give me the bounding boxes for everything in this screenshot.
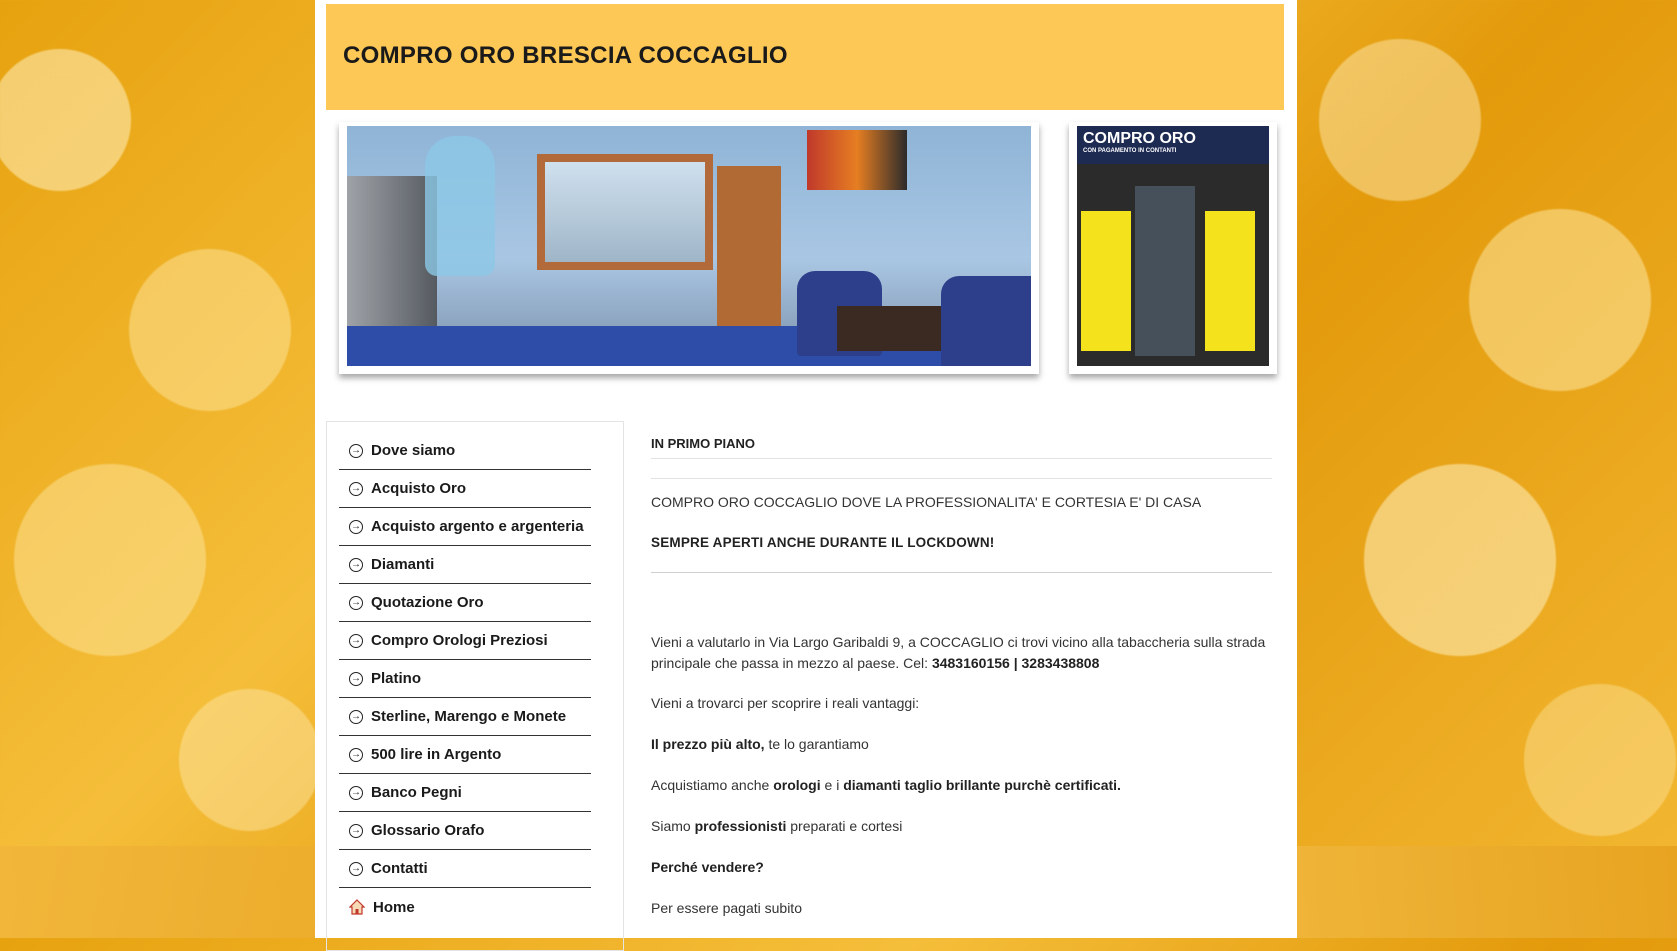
nav-item-label: Dove siamo (371, 442, 456, 459)
acq-bold-diamanti: diamanti taglio brillante purchè certificati. (843, 777, 1121, 793)
banner-office-photo (339, 122, 1039, 374)
price-rest: te lo garantiamo (764, 736, 869, 752)
section-heading: IN PRIMO PIANO (651, 436, 756, 451)
divider (651, 478, 1272, 479)
nav-item-label: Platino (371, 670, 422, 687)
arrow-circle-icon: → (351, 482, 361, 494)
nav-item-banco-pegni[interactable] (339, 774, 591, 812)
nav-item-home[interactable] (339, 888, 591, 926)
arrow-circle-icon: → (351, 862, 361, 874)
nav-item-label: Acquisto Oro (371, 480, 467, 497)
nav-item-label: 500 lire in Argento (371, 746, 502, 763)
price-paragraph (651, 734, 1272, 755)
divider (651, 458, 1272, 459)
nav-item-label: Banco Pegni (371, 784, 462, 801)
page-container (315, 0, 1297, 938)
nav-item-compro-orologi[interactable] (339, 622, 591, 660)
address-paragraph (651, 632, 1272, 674)
nav-item-quotazione-oro[interactable] (339, 584, 591, 622)
arrow-circle-icon: → (351, 748, 361, 760)
arrow-circle-icon: → (351, 558, 361, 570)
nav-item-label: Compro Orologi Preziosi (371, 632, 548, 649)
nav-item-acquisto-argento[interactable] (339, 508, 591, 546)
coffee-table (837, 306, 947, 351)
sidebar-nav (326, 421, 624, 951)
why-sell-heading: Perché vendere? (651, 859, 764, 875)
office-window (537, 154, 713, 270)
nav-item-dove-siamo[interactable] (339, 432, 591, 470)
nav-item-contatti[interactable] (339, 850, 591, 888)
acq-text-1: Acquistiamo anche (651, 777, 774, 793)
arrow-circle-icon: → (351, 824, 361, 836)
phone-separator: | (1009, 655, 1022, 671)
price-bold: Il prezzo più alto, (651, 736, 765, 752)
vantaggi-text: Vieni a trovarci per scoprire i reali vantaggi: (651, 695, 920, 711)
nav-item-label: Quotazione Oro (371, 594, 484, 611)
phone-number-1: 3483160156 (931, 655, 1010, 671)
shop-sign (1077, 126, 1269, 164)
site-title: COMPRO ORO BRESCIA COCCAGLIO (343, 42, 788, 69)
professionisti-paragraph (651, 816, 1272, 837)
sofa (941, 276, 1031, 366)
divider (651, 572, 1272, 573)
prof-text-1: Siamo (651, 818, 695, 834)
office-door (717, 166, 781, 326)
arrow-circle-icon: → (351, 634, 361, 646)
arrow-circle-icon: → (351, 710, 361, 722)
shop-sign-text: COMPRO ORO (1083, 130, 1196, 147)
nav-item-label: Home (373, 898, 415, 916)
shop-sign-subtext: CON PAGAMENTO IN CONTANTI (1083, 148, 1177, 154)
office-photo (347, 126, 1031, 366)
banner-shop-photo (1069, 122, 1277, 374)
arrow-circle-icon: → (351, 520, 361, 532)
paid-text: Per essere pagati subito (651, 900, 802, 916)
acq-text-2: e i (820, 777, 844, 793)
shop-photo (1077, 126, 1269, 366)
nav-item-platino[interactable] (339, 660, 591, 698)
nav-item-label: Diamanti (371, 556, 435, 573)
nav-item-label: Contatti (371, 860, 428, 877)
nav-item-label: Acquisto argento e argenteria (371, 518, 584, 535)
phone-number-2: 3283438808 (1021, 655, 1100, 671)
nav-item-label: Glossario Orafo (371, 822, 485, 839)
nav-item-500-lire[interactable] (339, 736, 591, 774)
prof-text-2: preparati e cortesi (786, 818, 903, 834)
nav-item-label: Sterline, Marengo e Monete (371, 708, 567, 725)
nav-item-sterline[interactable] (339, 698, 591, 736)
water-bottle (425, 136, 495, 276)
nav-item-glossario[interactable] (339, 812, 591, 850)
arrow-circle-icon: → (351, 444, 361, 456)
arrow-circle-icon: → (351, 786, 361, 798)
header-bar (326, 4, 1284, 110)
acquistiamo-paragraph (651, 775, 1272, 796)
arrow-circle-icon: → (351, 672, 361, 684)
roll-up-banner-right (1205, 211, 1255, 351)
acq-bold-orologi: orologi (773, 777, 821, 793)
shop-doorway (1135, 186, 1195, 356)
nav-item-acquisto-oro[interactable] (339, 470, 591, 508)
address-text: Vieni a valutarlo in Via Largo Garibaldi 9, a COCCAGLIO ci trovi vicino alla tabaccheria sulla strada principale che passa in mezzo al paese. Cel: (651, 634, 1266, 671)
intro-text: COMPRO ORO COCCAGLIO DOVE LA PROFESSIONALITA' E CORTESIA E' DI CASA (651, 494, 1202, 510)
nav-item-diamanti[interactable] (339, 546, 591, 584)
wall-art (807, 130, 907, 190)
arrow-circle-icon: → (351, 596, 361, 608)
home-icon (349, 899, 365, 915)
prof-bold: professionisti (694, 818, 787, 834)
lockdown-notice: SEMPRE APERTI ANCHE DURANTE IL LOCKDOWN! (651, 535, 995, 550)
roll-up-banner-left (1081, 211, 1131, 351)
